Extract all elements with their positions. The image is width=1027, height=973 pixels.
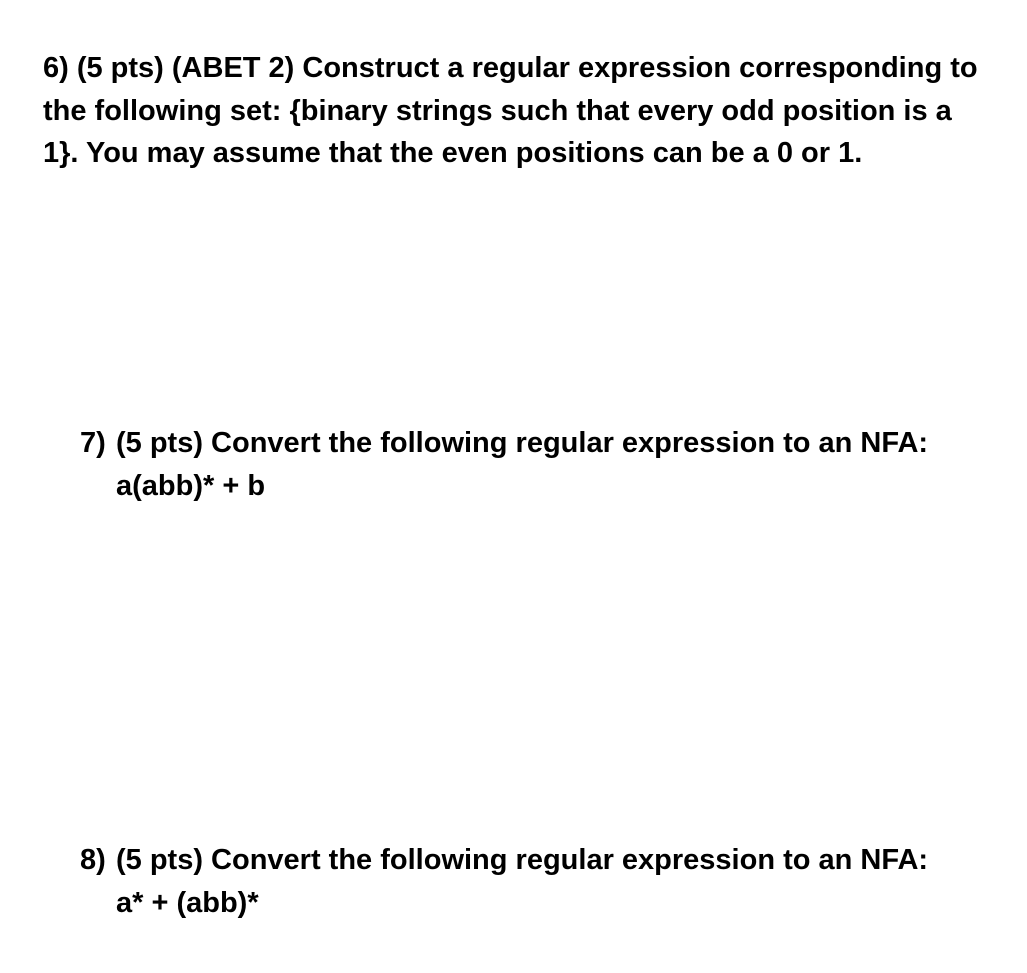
question-7 xyxy=(80,422,946,507)
question-6: 6) (5 pts) (ABET 2) Construct a regular expression corresponding to the following set: {binary strings such that every odd position is a 1}. You may assume that the even positions can be a 0 or 1. xyxy=(43,52,978,169)
question-8 xyxy=(80,839,946,924)
question-8-number: 8) xyxy=(80,844,106,876)
question-7-number: 7) xyxy=(80,427,106,459)
question-7-text: (5 pts) Convert the following regular expression to an NFA: a(abb)* + b xyxy=(116,427,929,502)
question-8-text: (5 pts) Convert the following regular expression to an NFA: a* + (abb)* xyxy=(116,844,929,919)
